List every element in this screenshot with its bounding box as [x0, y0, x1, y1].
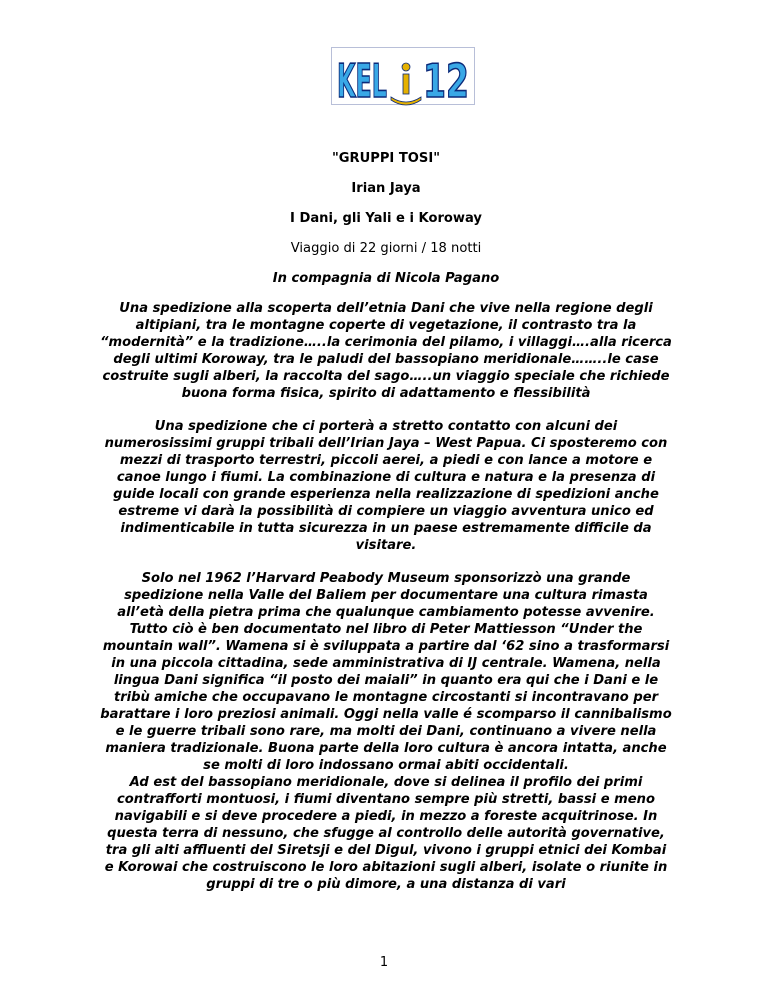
page-number: 1 — [379, 955, 389, 970]
guide-line: In compagnia di Nicola Pagano — [272, 271, 500, 286]
document-page — [100, 150, 672, 893]
kel12-logo — [331, 47, 475, 108]
intro-paragraph: Una spedizione alla scoperta dell’etnia Dani che vive nella regione degli altipiani, tra le montagne coperte di vegetazione, il contrasto tra la “modernità” e la tradizione…..la cerimonia del pilamo, i villaggi….alla ricerca degli ultimi Koroway, tra le paludi del bassopiano meridionale……..le case costruite sugli alberi, la raccolta del sago…..un viaggio speciale che richiede buona forma fisica, spirito di adattamento e flessibilità — [100, 301, 672, 401]
lowlands-paragraph: Ad est del bassopiano meridionale, dove si delinea il profilo dei primi contrafforti montuosi, i fiumi diventano sempre più stretti, bassi e meno navigabili e si deve procedere a piedi, in mezzo a foreste acquitrinose. In questa terra di nessuno, che sfugge al controllo delle autorità governative, tra gli alti affluenti del Siretsji e del Digul, vivono i gruppi etnici dei Kombai e Korowai che costruiscono le loro abitazioni sugli alberi, isolate o riunite in gruppi di tre o più dimore, a una distanza di vari — [104, 775, 668, 892]
document-title: "GRUPPI TOSI" — [331, 151, 441, 166]
subtitle-heading: I Dani, gli Yali e i Koroway — [290, 211, 482, 226]
destination-heading: Irian Jaya — [351, 181, 421, 196]
logo-text-right: 12 — [423, 54, 469, 108]
trip-duration: Viaggio di 22 giorni / 18 notti — [290, 241, 482, 256]
expedition-paragraph: Una spedizione che ci porterà a stretto contatto con alcuni dei numerosissimi gruppi tribali dell’Irian Jaya – West Papua. Ci sposteremo con mezzi di trasporto terrestri, piccoli aerei, a piedi e con lance a motore e canoe lungo i fiumi. La combinazione di cultura e natura e la presenza di guide locali con grande esperienza nella realizzazione di spedizioni anche estreme vi darà la possibilità di compiere un viaggio avventura unico ed indimenticabile in tutta sicurezza in un paese estremamente difficile da visitare. — [104, 419, 668, 553]
kel12-logo-image — [331, 47, 475, 108]
logo-text-left: KEL — [337, 54, 387, 108]
history-paragraph: Solo nel 1962 l’Harvard Peabody Museum sponsorizzò una grande spedizione nella Valle del Baliem per documentare una cultura rimasta all’età della pietra prima che qualunque cambiamento potesse avvenire. Tutto ciò è ben documentato nel libro di Peter Mattiesson “Under the mountain wall”. Wamena si è sviluppata a partire dal ‘62 sino a trasformarsi in una piccola cittadina, sede amministrativa di IJ centrale. Wamena, nella lingua Dani significa “il posto dei maiali” in quanto era qui che i Dani e le tribù amiche che occupavano le montagne circostanti si incontravano per barattare i loro preziosi animali. Oggi nella valle é scomparso il cannibalismo e le guerre tribali sono rare, ma molti dei Dani, continuano a vivere nella maniera tradizionale. Buona parte della loro cultura è ancora intatta, anche se molti di loro indossano ormai abiti occidentali. — [100, 571, 672, 773]
